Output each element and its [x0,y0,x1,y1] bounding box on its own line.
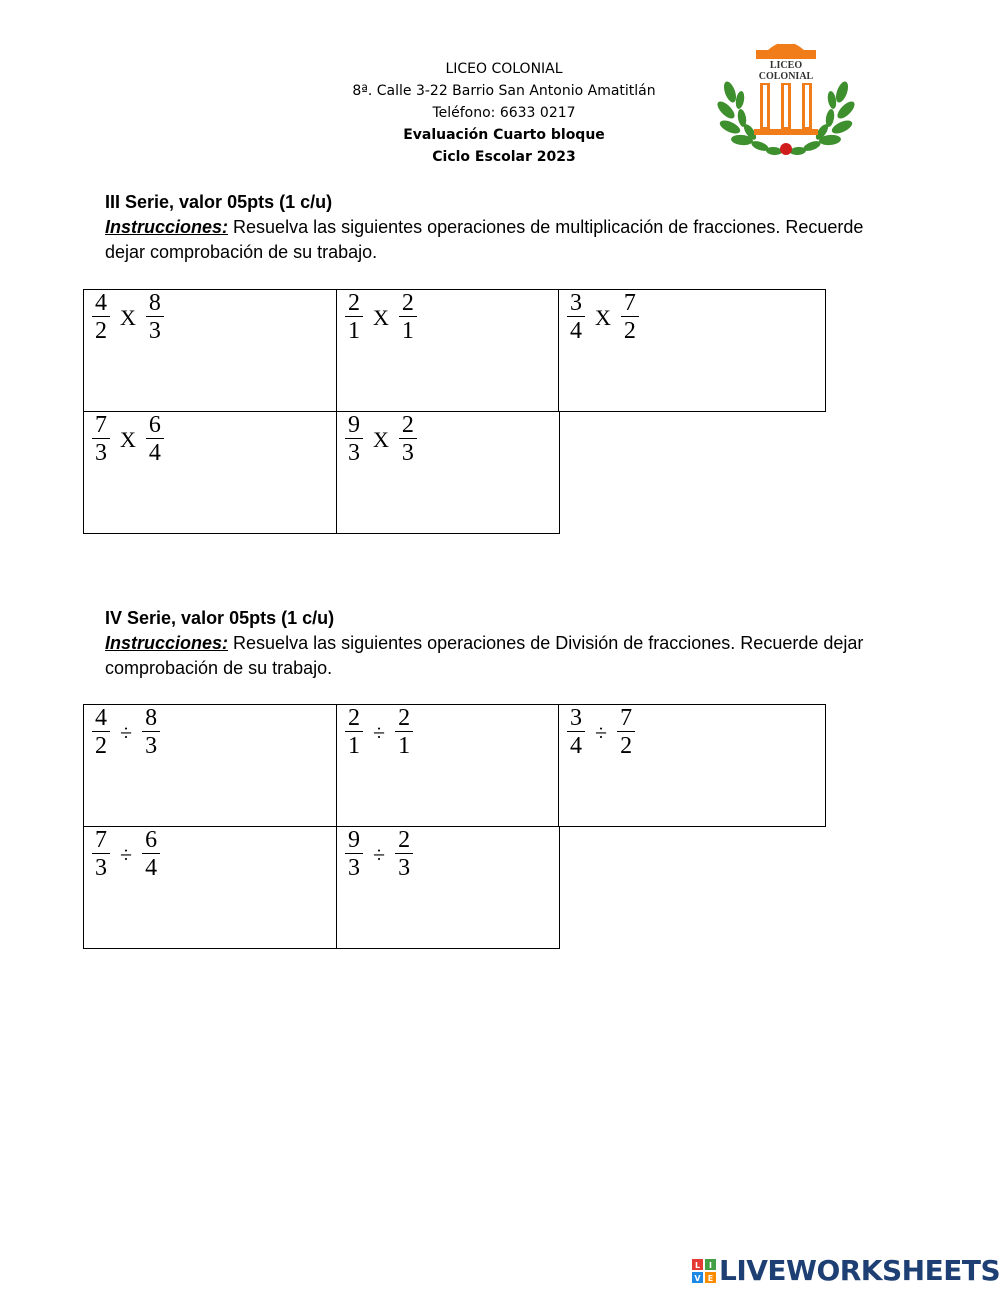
fraction [567,290,585,345]
svg-text:COLONIAL: COLONIAL [758,71,814,82]
school-name: LICEO COLONIAL [445,61,563,77]
numerator: 8 [145,705,158,731]
answer-cell[interactable] [558,704,826,827]
answer-cell[interactable] [336,411,560,534]
school-year: Ciclo Escolar 2023 [432,149,576,165]
numerator: 2 [401,412,414,438]
fraction-expression [567,290,639,345]
badge-letter: V [694,1273,701,1283]
fraction [345,290,363,345]
liveworksheets-watermark [692,1254,1000,1287]
instructions-text: Resuelva las siguientes operaciones de División de fracciones. Recuerde dejar comprobación de su trabajo. [105,633,864,678]
denominator: 2 [95,318,107,344]
series-3 [105,190,905,265]
operator: X [595,304,611,330]
numerator: 7 [95,827,107,853]
answer-cell[interactable] [336,826,560,949]
numerator: 4 [95,705,107,731]
fraction-expression [567,705,635,760]
fraction-expression [92,827,160,882]
denominator: 4 [570,733,582,759]
numerator: 9 [348,827,360,853]
numerator: 3 [570,705,582,731]
answer-cell[interactable] [83,289,337,412]
instructions-text: Resuelva las siguientes operaciones de multiplicación de fracciones. Recuerde dejar comprobación de su trabajo. [105,217,864,262]
exam-title: Evaluación Cuarto bloque [403,127,605,143]
numerator: 7 [623,290,636,316]
denominator: 1 [348,318,360,344]
operator: ÷ [120,841,133,867]
answer-cell[interactable] [336,289,560,412]
fraction [395,705,413,760]
denominator: 4 [148,440,161,466]
denominator: 1 [348,733,360,759]
fraction-expression [92,412,164,467]
denominator: 3 [348,855,360,881]
fraction-expression [345,705,413,760]
fraction [345,827,363,882]
fraction [92,827,110,882]
fraction [146,290,164,345]
answer-cell[interactable] [558,289,826,412]
series-3-instructions [105,215,905,265]
numerator: 4 [95,290,107,316]
school-phone: Teléfono: 6633 0217 [432,105,576,121]
numerator: 8 [148,290,161,316]
operator: X [373,304,389,330]
svg-text:LICEO: LICEO [769,60,803,71]
denominator: 3 [398,855,411,881]
fraction-expression [92,290,164,345]
liveworksheets-text: LIVEWORKSHEETS [719,1254,1000,1287]
school-address: 8ª. Calle 3-22 Barrio San Antonio Amatitlán [352,83,656,99]
denominator: 4 [145,855,158,881]
operator: ÷ [373,841,386,867]
fraction [142,827,160,882]
liveworksheets-logo-icon [692,1259,716,1283]
denominator: 3 [401,440,414,466]
numerator: 3 [570,290,582,316]
denominator: 3 [95,440,107,466]
fraction [617,705,635,760]
series-3-title: III Serie, valor 05pts (1 c/u) [105,192,333,212]
operator: ÷ [120,719,133,745]
answer-cell[interactable] [336,704,560,827]
instructions-label: Instrucciones: [105,633,229,653]
fraction-expression [345,290,417,345]
fraction-expression [345,412,417,467]
denominator: 3 [145,733,158,759]
numerator: 9 [348,412,360,438]
operator: X [373,426,389,452]
badge-letter: E [707,1273,714,1283]
fraction [345,705,363,760]
fraction [567,705,585,760]
denominator: 2 [623,318,636,344]
denominator: 2 [620,733,633,759]
fraction-expression [92,705,160,760]
denominator: 3 [348,440,360,466]
answer-cell[interactable] [83,411,337,534]
fraction [146,412,164,467]
numerator: 2 [398,827,411,853]
operator: ÷ [595,719,608,745]
operator: ÷ [373,719,386,745]
denominator: 1 [401,318,414,344]
denominator: 3 [148,318,161,344]
fraction-expression [345,827,413,882]
numerator: 2 [401,290,414,316]
fraction [92,290,110,345]
numerator: 6 [145,827,158,853]
fraction [621,290,639,345]
fraction [142,705,160,760]
series-4 [105,606,905,681]
school-logo [716,30,856,162]
fraction [92,705,110,760]
laurel-right-icon [790,80,856,156]
answer-cell[interactable] [83,704,337,827]
denominator: 4 [570,318,582,344]
fraction [92,412,110,467]
answer-cell[interactable] [83,826,337,949]
series-4-title: IV Serie, valor 05pts (1 c/u) [105,608,335,628]
denominator: 1 [398,733,411,759]
denominator: 3 [95,855,107,881]
numerator: 2 [348,290,360,316]
numerator: 7 [620,705,633,731]
instructions-label: Instrucciones: [105,217,229,237]
badge-letter: I [709,1260,712,1270]
school-header [300,58,708,168]
operator: X [120,426,136,452]
denominator: 2 [95,733,107,759]
fraction [395,827,413,882]
numerator: 7 [95,412,107,438]
badge-letter: L [694,1260,701,1270]
numerator: 2 [348,705,360,731]
numerator: 6 [148,412,161,438]
series-4-instructions [105,631,905,681]
fraction [399,290,417,345]
laurel-left-icon [716,80,782,156]
numerator: 2 [398,705,411,731]
fraction [345,412,363,467]
fraction [399,412,417,467]
operator: X [120,304,136,330]
